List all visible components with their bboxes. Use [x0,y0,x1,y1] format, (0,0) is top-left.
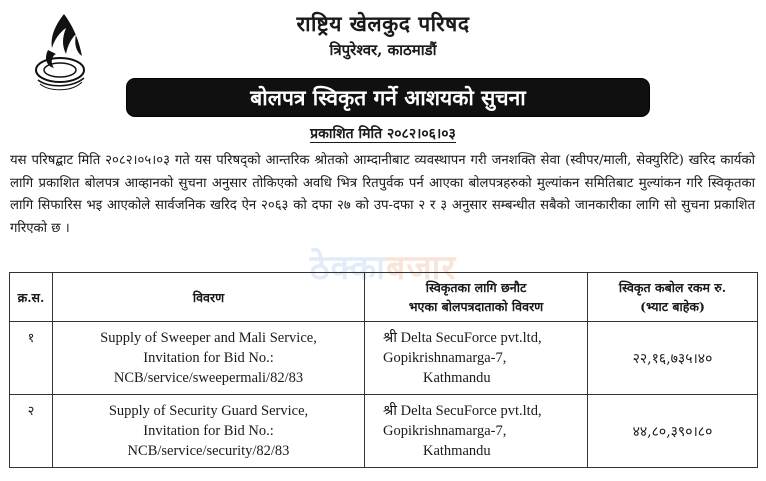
bidder-line: Gopikrishnamarga-7, [383,423,507,439]
bidder-line: Kathmandu [423,443,491,459]
published-date-line [0,124,766,143]
bidder-line: Gopikrishnamarga-7, [383,350,507,366]
description-line: Supply of Security Guard Service, [108,403,309,419]
notice-title: बोलपत्र स्विकृत गर्ने आशयको सुचना [250,85,526,110]
row-sn: १ [10,322,53,395]
description-line: Supply of Sweeper and Mali Service, [100,330,317,346]
header-amount [588,273,758,322]
row-description [53,395,365,468]
bid-table [9,272,758,468]
organization-name: राष्ट्रिय खेलकुद परिषद [296,11,470,36]
notice-title-banner [127,79,649,116]
header-sn: क्र.स. [10,273,53,322]
row-sn: २ [10,395,53,468]
notice-paragraph: यस परिषद्बाट मिति २०८२।०५।०३ गते यस परिषद्को आन्तरिक श्रोतको आम्दानीबाट व्यवस्थापन गरी जनशक्ति सेवा (स्वीपर/माली, सेक्युरिटि) खरिद कार्यको लागि प्रकाशित बोलपत्र आव्हानको सुचना अनुसार तोकिएको अवधि भित्र रितपुर्वक पर्न आएका बोलपत्रहरुको मुल्यांकन समितिबाट मुल्यांकन गरि स्विकृतका लागि सिफारिस भइ आएकोले सार्वजनिक खरिद ऐन २०६३ को दफा २७ को उप-दफा २ र ३ अनुसार सम्बन्धीत सबैको जानकारीका लागि सो सुचना प्रकाशित गरिएको छ । [10,153,755,236]
row-amount: ४४,८०,३९०।८० [588,395,758,468]
description-line: Invitation for Bid No.: [143,423,274,439]
bidder-line: श्री Delta SecuForce pvt.ltd, [383,403,542,419]
watermark-part2: बजार [385,248,457,288]
table-row [10,322,758,395]
description-line: Invitation for Bid No.: [143,350,274,366]
row-amount: २२,१६,७३५।४० [588,322,758,395]
bidder-line: Kathmandu [423,370,491,386]
description-line: NCB/service/security/82/83 [127,443,290,459]
table-row [10,395,758,468]
header-description: विवरण [53,273,365,322]
row-bidder [365,395,588,468]
header-bidder-line1: स्विकृतका लागि छनौट [425,280,527,295]
row-bidder [365,322,588,395]
header-bidder-line2: भएका बोलपत्रदाताको विवरण [408,299,544,314]
header-amount-line1: स्विकृत कबोल रकम रु. [618,280,727,295]
description-line: NCB/service/sweepermali/82/83 [113,370,304,386]
published-date: प्रकाशित मिति २०८२।०६।०३ [310,126,456,142]
header-bidder [365,273,588,322]
organization-address: त्रिपुरेश्वर, काठमाडौं [329,41,437,59]
bidder-line: श्री Delta SecuForce pvt.ltd, [383,330,542,346]
watermark-part1: ठेक्का [309,248,386,288]
table-header-row [10,273,758,322]
row-description [53,322,365,395]
header-amount-line2: (भ्याट बाहेक) [640,299,705,314]
